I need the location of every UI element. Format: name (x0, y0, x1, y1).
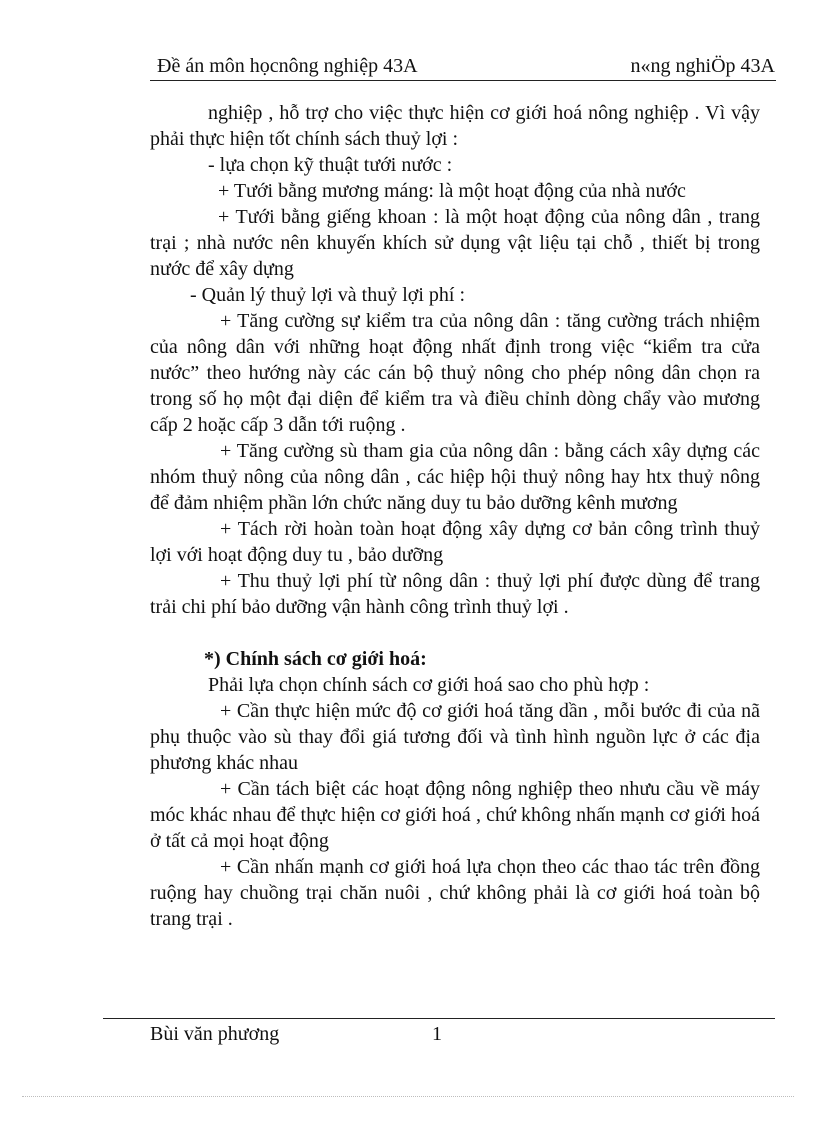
list-item-well-irrigation: + Tưới bằng giếng khoan : là một hoạt động của nông dân , trang trại ; nhà nước nên khuyến khích sử dụng vật liệu tại chỗ , thiết bị trong nước để xây dựng (150, 206, 760, 280)
paragraph-spacer (150, 620, 760, 646)
footer-divider (103, 1018, 775, 1019)
footer-author: Bùi văn phương (150, 1023, 280, 1045)
page-number: 1 (432, 1023, 442, 1045)
list-item-separate-construction: + Tách rời hoàn toàn hoạt động xây dựng cơ bản công trình thuỷ lợi với hoạt động duy tu , bảo dưỡng (150, 518, 760, 566)
list-item-selective-mechanization: + Cần nhấn mạnh cơ giới hoá lựa chọn theo các thao tác trên đồng ruộng hay chuồng trại chăn nuôi , chứ không phải là cơ giới hoá toàn bộ trang trại . (150, 856, 760, 930)
document-body (150, 100, 760, 932)
page-break-line (22, 1096, 794, 1097)
paragraph-intro: nghiệp , hỗ trợ cho việc thực hiện cơ giới hoá nông nghiệp . Vì vậy phải thực hiện tốt chính sách thuỷ lợi : (150, 102, 760, 150)
list-item-gradual-mechanization: + Cần thực hiện mức độ cơ giới hoá tăng dần , mỗi bước đi của nã phụ thuộc vào sù thay đổi giá tương đối và tình hình nguồn lực ở các địa phương khác nhau (150, 700, 760, 774)
list-item-farmer-participation: + Tăng cường sù tham gia của nông dân : bằng cách xây dựng các nhóm thuỷ nông của nông dân , các hiệp hội thuỷ nông hay htx thuỷ nông để đảm nhiệm phần lớn chức năng duy tu bảo dưỡng kênh mương (150, 440, 760, 514)
section-title-mechanization: *) Chính sách cơ giới hoá: (204, 648, 427, 670)
header-title: Đề án môn họcnông nghiệp 43A (157, 55, 418, 77)
page-footer (150, 1021, 750, 1047)
page-header (157, 53, 775, 79)
header-divider (150, 80, 776, 81)
list-heading-irrigation-technique: - lựa chọn kỹ thuật tưới nước : (208, 154, 453, 176)
list-item-canal-irrigation: + Tưới bằng mương máng: là một hoạt động của nhà nước (218, 180, 686, 202)
paragraph-mechanization-intro: Phải lựa chọn chính sách cơ giới hoá sao cho phù hợp : (208, 674, 650, 696)
list-item-separate-activities: + Cần tách biệt các hoạt động nông nghiệp theo nhưu cầu về máy móc khác nhau để thực hiện cơ giới hoá , chứ không nhấn mạnh cơ giới hoá ở tất cả mọi hoạt động (150, 778, 760, 852)
header-subtitle: n«ng nghiÖp 43A (630, 55, 775, 77)
list-item-farmer-inspection: + Tăng cường sự kiểm tra của nông dân : tăng cường trách nhiệm của nông dân với những hoạt động nhất định trong việc “kiểm tra cửa nước” theo hướng này các cán bộ thuỷ nông cho phép nông dân chọn ra trong số họ một đại diện để kiểm tra và điều chỉnh dòng chẩy vào mương cấp 2 hoặc cấp 3 dẫn tới ruộng . (150, 310, 760, 436)
list-item-irrigation-fee: + Thu thuỷ lợi phí từ nông dân : thuỷ lợi phí được dùng để trang trải chi phí bảo dưỡng vận hành công trình thuỷ lợi . (150, 570, 760, 618)
list-heading-irrigation-management: - Quản lý thuỷ lợi và thuỷ lợi phí : (190, 284, 466, 306)
